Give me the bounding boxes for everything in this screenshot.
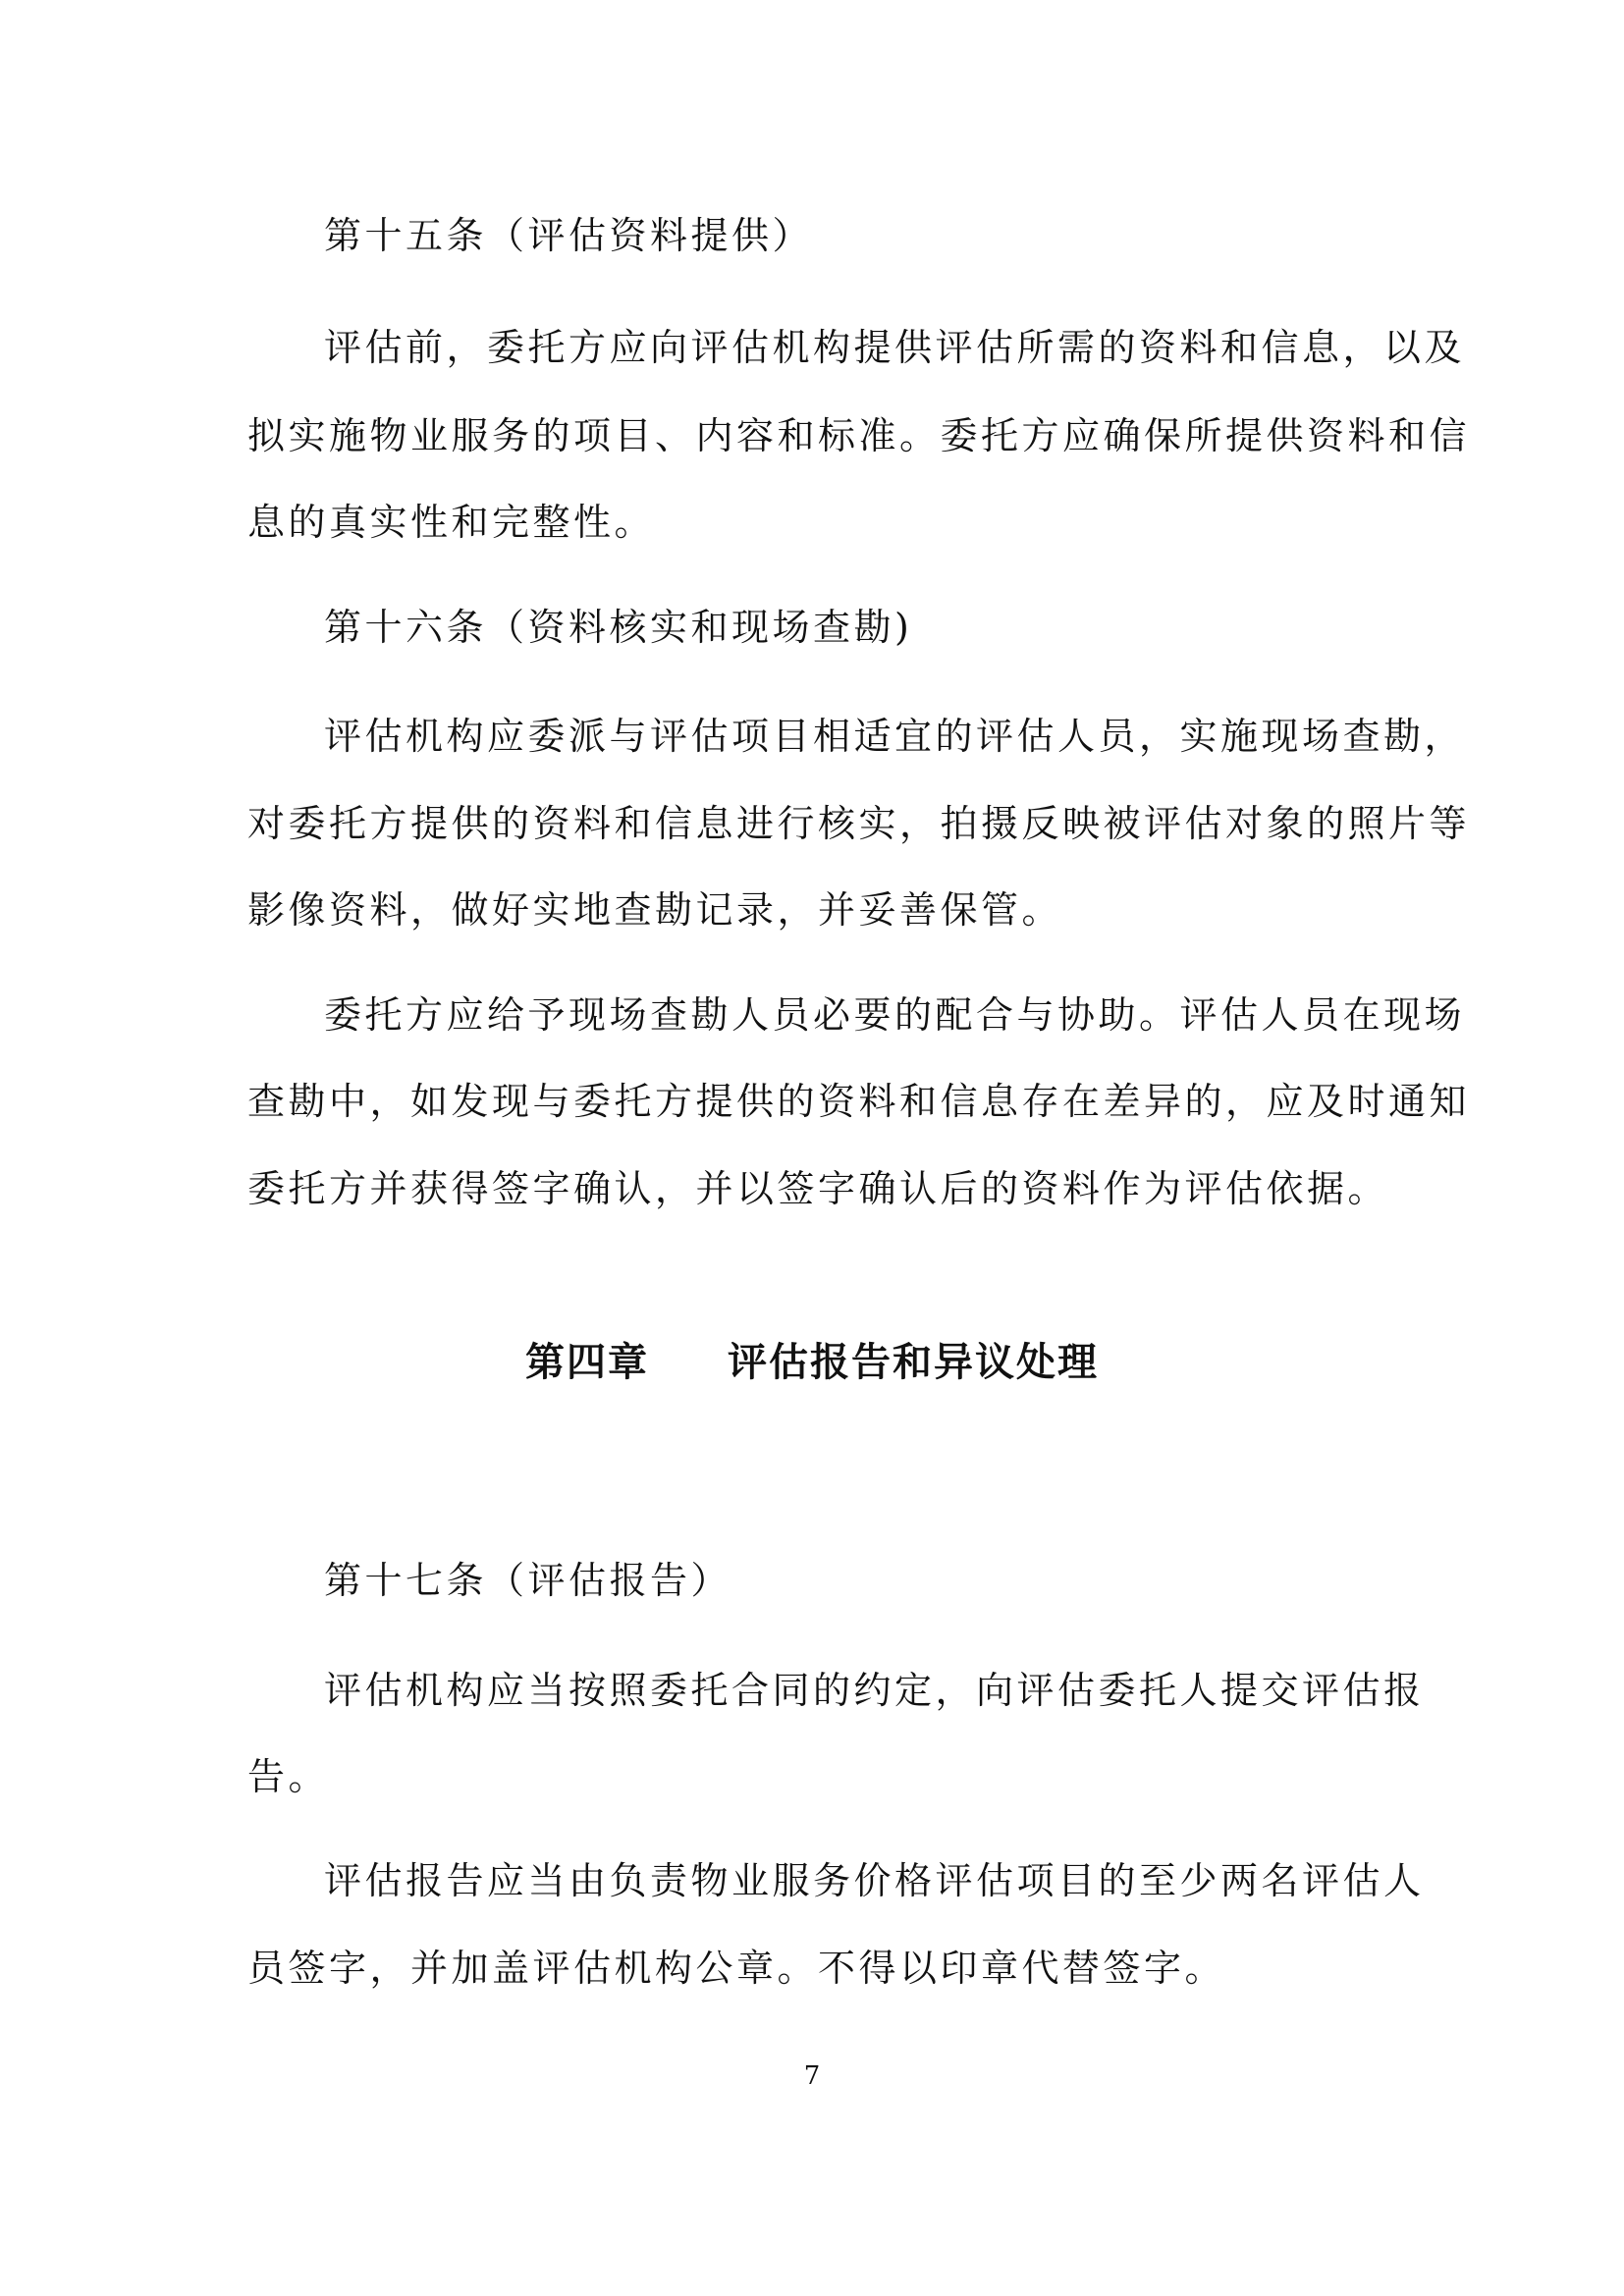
article-15-title: 第十五条（评估资料提供） bbox=[324, 214, 814, 257]
chapter-title: 评估报告和异议处理 bbox=[728, 1339, 1099, 1385]
page-number: 7 bbox=[803, 2061, 821, 2091]
chapter-heading bbox=[0, 1339, 1624, 1385]
article-16-title: 第十六条（资料核实和现场查勘) bbox=[324, 606, 913, 649]
paragraph-line: 对委托方提供的资料和信息进行核实，拍摄反映被评估对象的照片等 bbox=[247, 802, 1471, 845]
paragraph-line: 评估机构应当按照委托合同的约定，向评估委托人提交评估报 bbox=[324, 1669, 1425, 1712]
paragraph-line: 评估前，委托方应向评估机构提供评估所需的资料和信息，以及 bbox=[324, 326, 1466, 369]
paragraph-line: 影像资料，做好实地查勘记录，并妥善保管。 bbox=[247, 888, 1063, 932]
paragraph-line: 息的真实性和完整性。 bbox=[247, 501, 656, 544]
article-17-title: 第十七条（评估报告） bbox=[324, 1559, 732, 1602]
paragraph-line: 拟实施物业服务的项目、内容和标准。委托方应确保所提供资料和信 bbox=[247, 414, 1471, 457]
paragraph-line: 告。 bbox=[247, 1755, 330, 1798]
paragraph-line: 员签字，并加盖评估机构公章。不得以印章代替签字。 bbox=[247, 1947, 1226, 1990]
chapter-number: 第四章 bbox=[525, 1339, 649, 1385]
paragraph-line: 委托方应给予现场查勘人员必要的配合与协助。评估人员在现场 bbox=[324, 993, 1466, 1037]
paragraph-line: 查勘中，如发现与委托方提供的资料和信息存在差异的，应及时通知 bbox=[247, 1080, 1471, 1123]
paragraph-line: 评估报告应当由负责物业服务价格评估项目的至少两名评估人 bbox=[324, 1859, 1425, 1902]
paragraph-line: 评估机构应委派与评估项目相适宜的评估人员，实施现场查勘， bbox=[324, 715, 1466, 758]
paragraph-line: 委托方并获得签字确认，并以签字确认后的资料作为评估依据。 bbox=[247, 1167, 1389, 1210]
